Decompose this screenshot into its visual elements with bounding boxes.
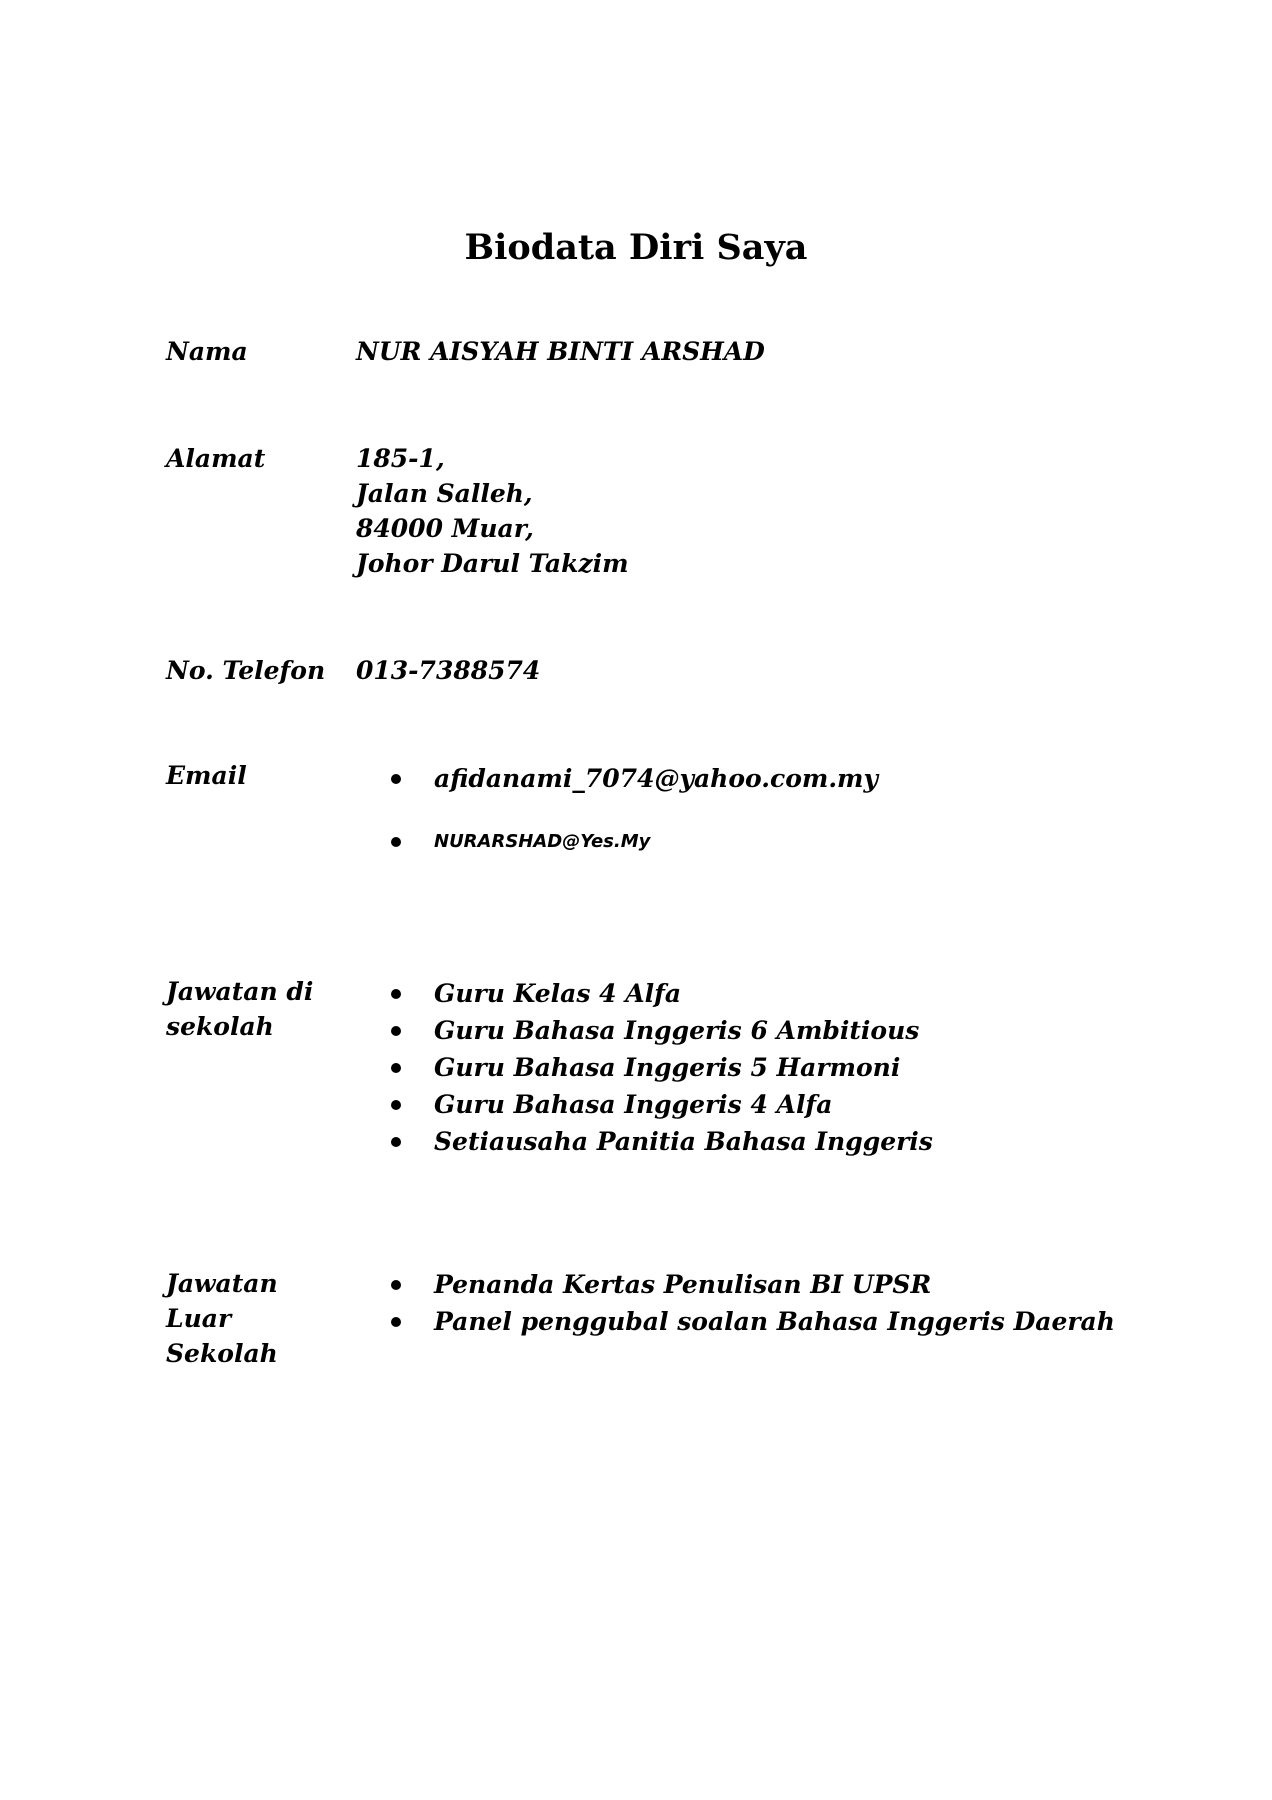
email-label: Email bbox=[166, 761, 247, 790]
page-title: Biodata Diri Saya bbox=[464, 227, 808, 268]
list-item: Guru Kelas 4 Alfa bbox=[388, 975, 1228, 1012]
list-item: Panel penggubal soalan Bahasa Inggeris Daerah bbox=[388, 1303, 1228, 1340]
jawatan-luar-label bbox=[166, 1266, 331, 1371]
jawatan-sekolah-label-line: sekolah bbox=[166, 1012, 274, 1041]
jawatan-sekolah-label bbox=[166, 974, 331, 1044]
jawatan-sekolah-label-line: Jawatan di bbox=[166, 977, 314, 1006]
telefon-value: 013-7388574 bbox=[356, 656, 541, 685]
jawatan-luar-list bbox=[388, 1266, 1228, 1340]
nama-label: Nama bbox=[166, 337, 248, 366]
alamat-label: Alamat bbox=[166, 444, 266, 473]
jawatan-luar-label-line: Jawatan bbox=[166, 1269, 278, 1298]
list-item: Guru Bahasa Inggeris 6 Ambitious bbox=[388, 1012, 1228, 1049]
jawatan-sekolah-list bbox=[388, 975, 1228, 1160]
jawatan-luar-label-line: Sekolah bbox=[166, 1339, 278, 1368]
alamat-value bbox=[356, 441, 1176, 581]
email-item: NURARSHAD@Yes.My bbox=[388, 823, 1228, 860]
alamat-line: 84000 Muar, bbox=[356, 514, 534, 543]
email-item: afidanami_7074@yahoo.com.my bbox=[388, 760, 1228, 797]
alamat-line: Jalan Salleh, bbox=[356, 479, 533, 508]
jawatan-luar-label-line: Luar bbox=[166, 1304, 232, 1333]
alamat-line: Johor Darul Takzim bbox=[356, 549, 629, 578]
list-item: Guru Bahasa Inggeris 4 Alfa bbox=[388, 1086, 1228, 1123]
list-item: Guru Bahasa Inggeris 5 Harmoni bbox=[388, 1049, 1228, 1086]
email-list bbox=[388, 760, 1228, 860]
alamat-line: 185-1, bbox=[356, 444, 445, 473]
telefon-label: No. Telefon bbox=[166, 656, 326, 685]
list-item: Penanda Kertas Penulisan BI UPSR bbox=[388, 1266, 1228, 1303]
list-item: Setiausaha Panitia Bahasa Inggeris bbox=[388, 1123, 1228, 1160]
nama-value: NUR AISYAH BINTI ARSHAD bbox=[356, 337, 765, 366]
